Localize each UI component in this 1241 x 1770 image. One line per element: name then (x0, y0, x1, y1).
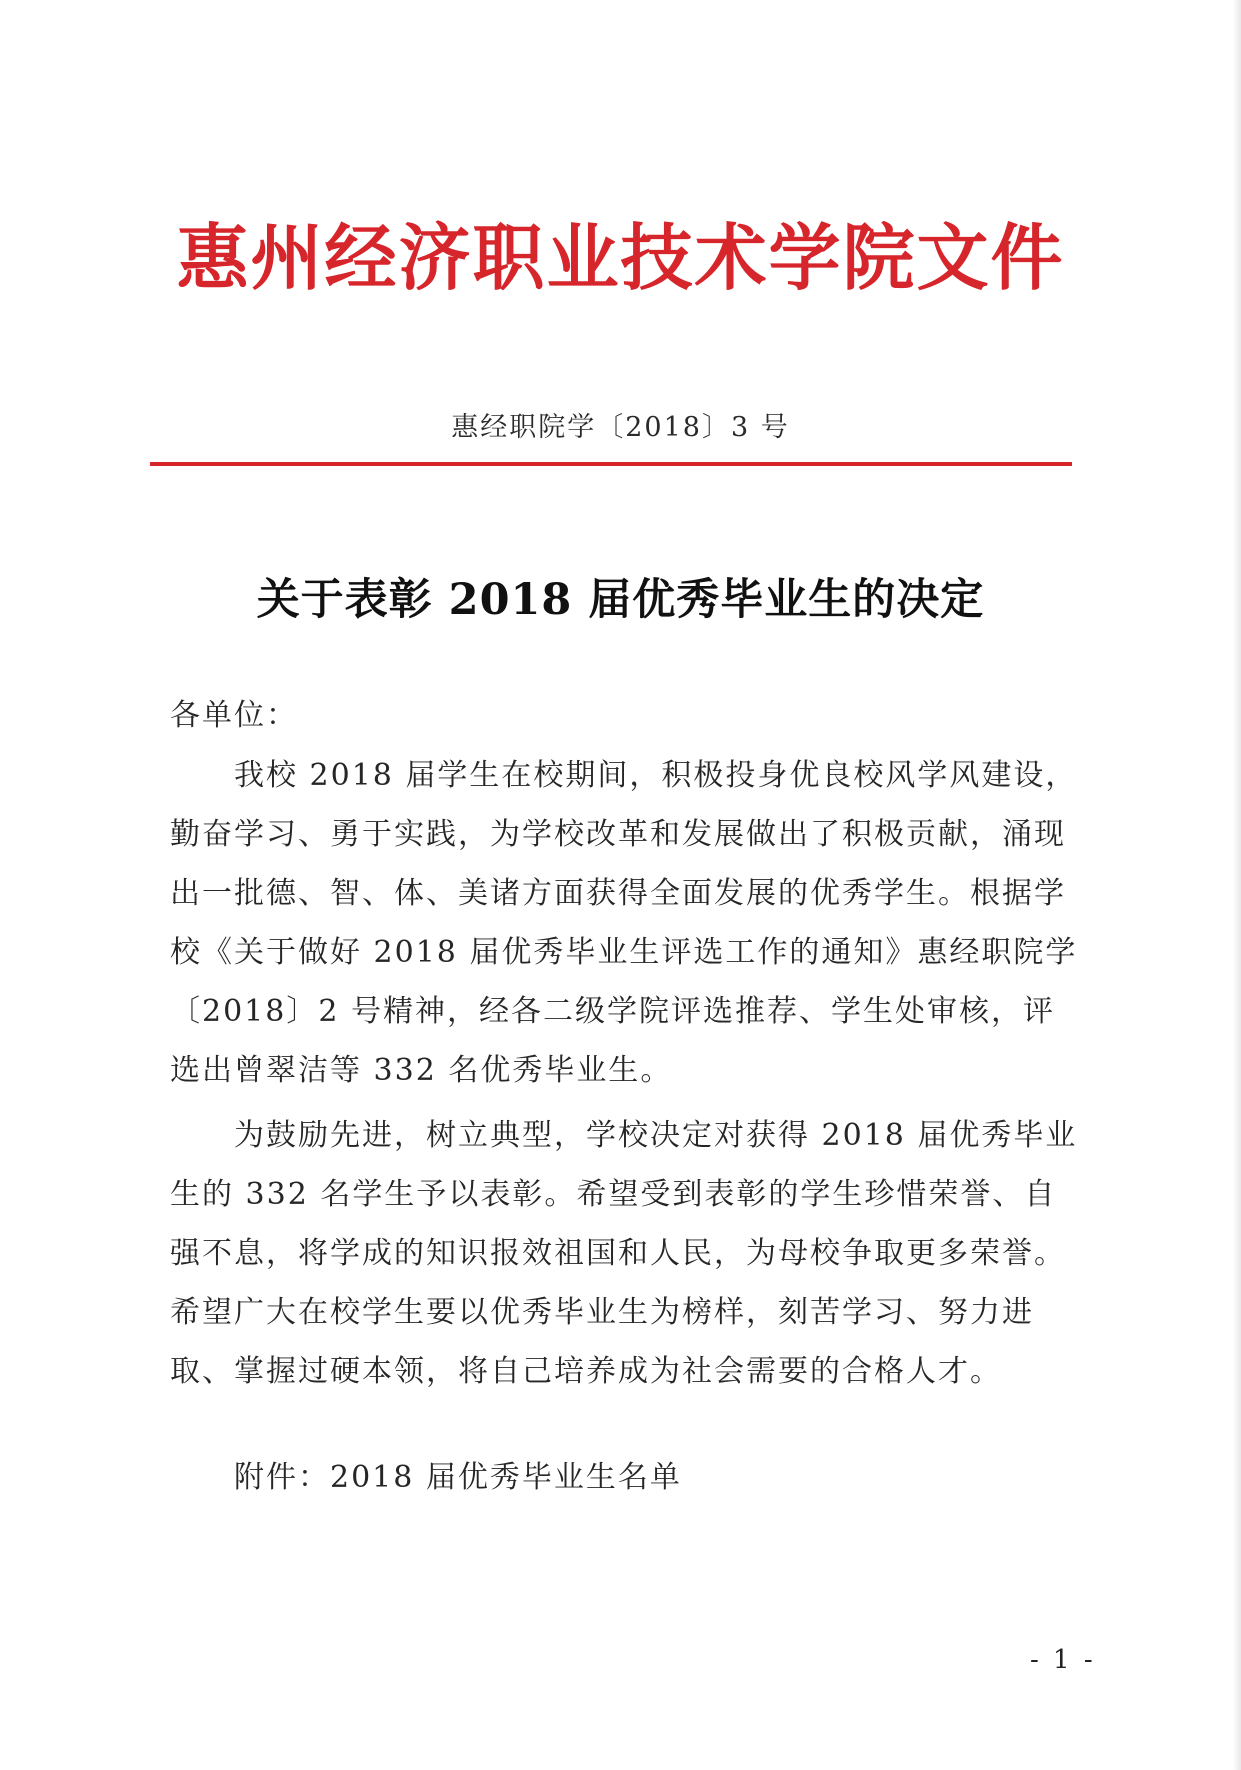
attachment-line: 附件：2018 届优秀毕业生名单 (234, 1460, 682, 1495)
paragraph-2: 为鼓励先进，树立典型，学校决定对获得 2018 届优秀毕业生的 332 名学生予以表彰。希望受到表彰的学生珍惜荣誉、自强不息，将学成的知识报效祖国和人民，为母校争取更多荣誉。希望广大在校学生要以优秀毕业生为榜样，刻苦学习、努力进取、掌握过硬本领，将自己培养成为社会需要的合格人才。 (170, 1118, 1078, 1389)
red-divider (150, 462, 1072, 466)
doc-number: 惠经职院学〔2018〕3 号 (451, 412, 790, 443)
decision-title: 关于表彰 2018 届优秀毕业生的决定 (256, 575, 985, 625)
page-number: - 1 - (1030, 1645, 1096, 1675)
salutation: 各单位： (170, 698, 298, 733)
paragraph-1: 我校 2018 届学生在校期间，积极投身优良校风学风建设，勤奋学习、勇于实践，为学校改革和发展做出了积极贡献，涌现出一批德、智、体、美诸方面获得全面发展的优秀学生。根据学校《关于做好 2018 届优秀毕业生评选工作的通知》惠经职院学〔2018〕2 号精神，经各二级学院评选推荐、学生处审核，评选出曾翠洁等 332 名优秀毕业生。 (170, 758, 1078, 1088)
org-title: 惠州经济职业技术学院文件 (176, 215, 1065, 300)
